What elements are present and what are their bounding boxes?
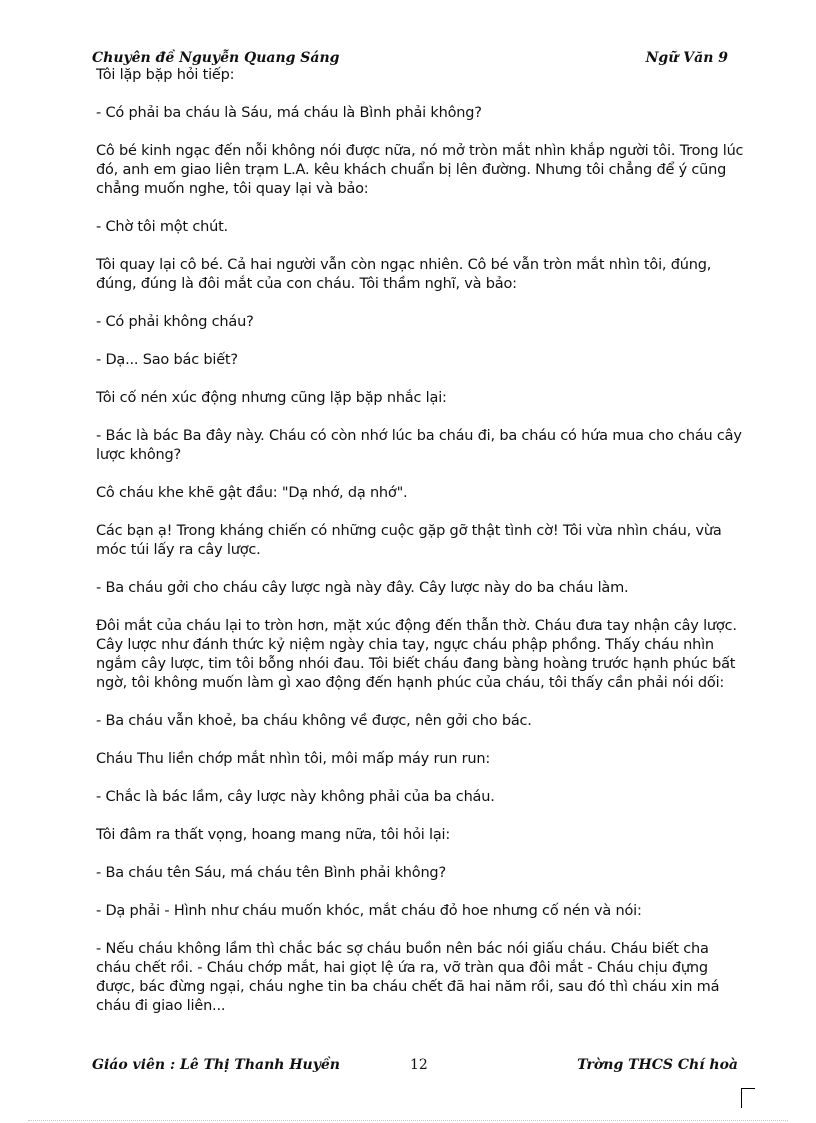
paragraph: - Chắc là bác lầm, cây lược này không phải của ba cháu. xyxy=(96,789,495,805)
paragraph: - Bác là bác Ba đây này. Cháu có còn nhớ lúc ba cháu đi, ba cháu có hứa mua cho cháu cây lược không? xyxy=(96,428,742,463)
paragraph: - Chờ tôi một chút. xyxy=(96,219,228,235)
paragraph: Cô bé kinh ngạc đến nỗi không nói được nữa, nó mở tròn mắt nhìn khắp người tôi. Trong lúc đó, anh em giao liên trạm L.A. kêu khách chuẩn bị lên đường. Nhưng tôi chẳng để ý cũng chẳng muốn nghe, tôi quay lại và bảo: xyxy=(96,143,744,197)
paragraph: Tôi đâm ra thất vọng, hoang mang nữa, tôi hỏi lại: xyxy=(96,827,451,843)
paragraph: Cô cháu khe khẽ gật đầu: "Dạ nhớ, dạ nhớ". xyxy=(96,485,408,501)
paragraph: Tôi cố nén xúc động nhưng cũng lặp bặp nhắc lại: xyxy=(96,390,447,406)
paragraph: Tôi lặp bặp hỏi tiếp: xyxy=(96,67,235,83)
paragraph: - Có phải ba cháu là Sáu, má cháu là Bình phải không? xyxy=(96,105,482,121)
header-topic-title: Chuyên đề Nguyễn Quang Sáng xyxy=(92,50,340,66)
paragraph: - Ba cháu gởi cho cháu cây lược ngà này đây. Cây lược này do ba cháu làm. xyxy=(96,580,629,596)
paragraph: - Dạ... Sao bác biết? xyxy=(96,352,238,368)
paragraph: Cháu Thu liền chớp mắt nhìn tôi, môi mấp máy run run: xyxy=(96,751,491,767)
paragraph: Các bạn ạ! Trong kháng chiến có những cuộc gặp gỡ thật tình cờ! Tôi vừa nhìn cháu, vừa móc túi lấy ra cây lược. xyxy=(96,523,722,558)
paragraph: - Ba cháu tên Sáu, má cháu tên Bình phải không? xyxy=(96,865,446,881)
page-bottom-divider xyxy=(28,1120,788,1121)
paragraph: - Nếu cháu không lầm thì chắc bác sợ cháu buồn nên bác nói giấu cháu. Cháu biết cha cháu chết rồi. - Cháu chớp mắt, hai giọt lệ ứa ra, vỡ tràn qua đôi mắt - Cháu chịu đựng được, bác đừng ngại, cháu nghe tin ba cháu chết đã hai năm rồi, sau đó thì cháu xin má cháu đi giao liên... xyxy=(96,941,720,1014)
document-body xyxy=(96,66,746,1035)
header-subject: Ngữ Văn 9 xyxy=(645,50,728,66)
paragraph: Đôi mắt của cháu lại to tròn hơn, mặt xúc động đến thẫn thờ. Cháu đưa tay nhận cây lược. Cây lược như đánh thức kỷ niệm ngày chia tay, ngực cháu phập phồng. Thấy cháu nhìn ngắm cây lược, tim tôi bỗng nhói đau. Tôi biết cháu đang bàng hoàng trước hạnh phúc bất ngờ, tôi không muốn làm gì xao động đến hạnh phúc của cháu, tôi thấy cần phải nói dối: xyxy=(96,618,737,691)
page-footer xyxy=(92,1057,738,1079)
page-number: 12 xyxy=(410,1057,428,1073)
paragraph: - Dạ phải - Hình như cháu muốn khóc, mắt cháu đỏ hoe nhưng cố nén và nói: xyxy=(96,903,642,919)
paragraph: Tôi quay lại cô bé. Cả hai người vẫn còn ngạc nhiên. Cô bé vẫn tròn mắt nhìn tôi, đúng, đúng, đúng là đôi mắt của con cháu. Tôi thầm nghĩ, và bảo: xyxy=(96,257,712,292)
paragraph: - Ba cháu vẫn khoẻ, ba cháu không về được, nên gởi cho bác. xyxy=(96,713,532,729)
page-corner-mark xyxy=(741,1088,742,1108)
paragraph: - Có phải không cháu? xyxy=(96,314,254,330)
footer-teacher: Giáo viên : Lê Thị Thanh Huyền xyxy=(92,1057,340,1073)
footer-school: Trờng THCS Chí hoà xyxy=(577,1057,738,1073)
page-corner-mark xyxy=(741,1088,755,1089)
